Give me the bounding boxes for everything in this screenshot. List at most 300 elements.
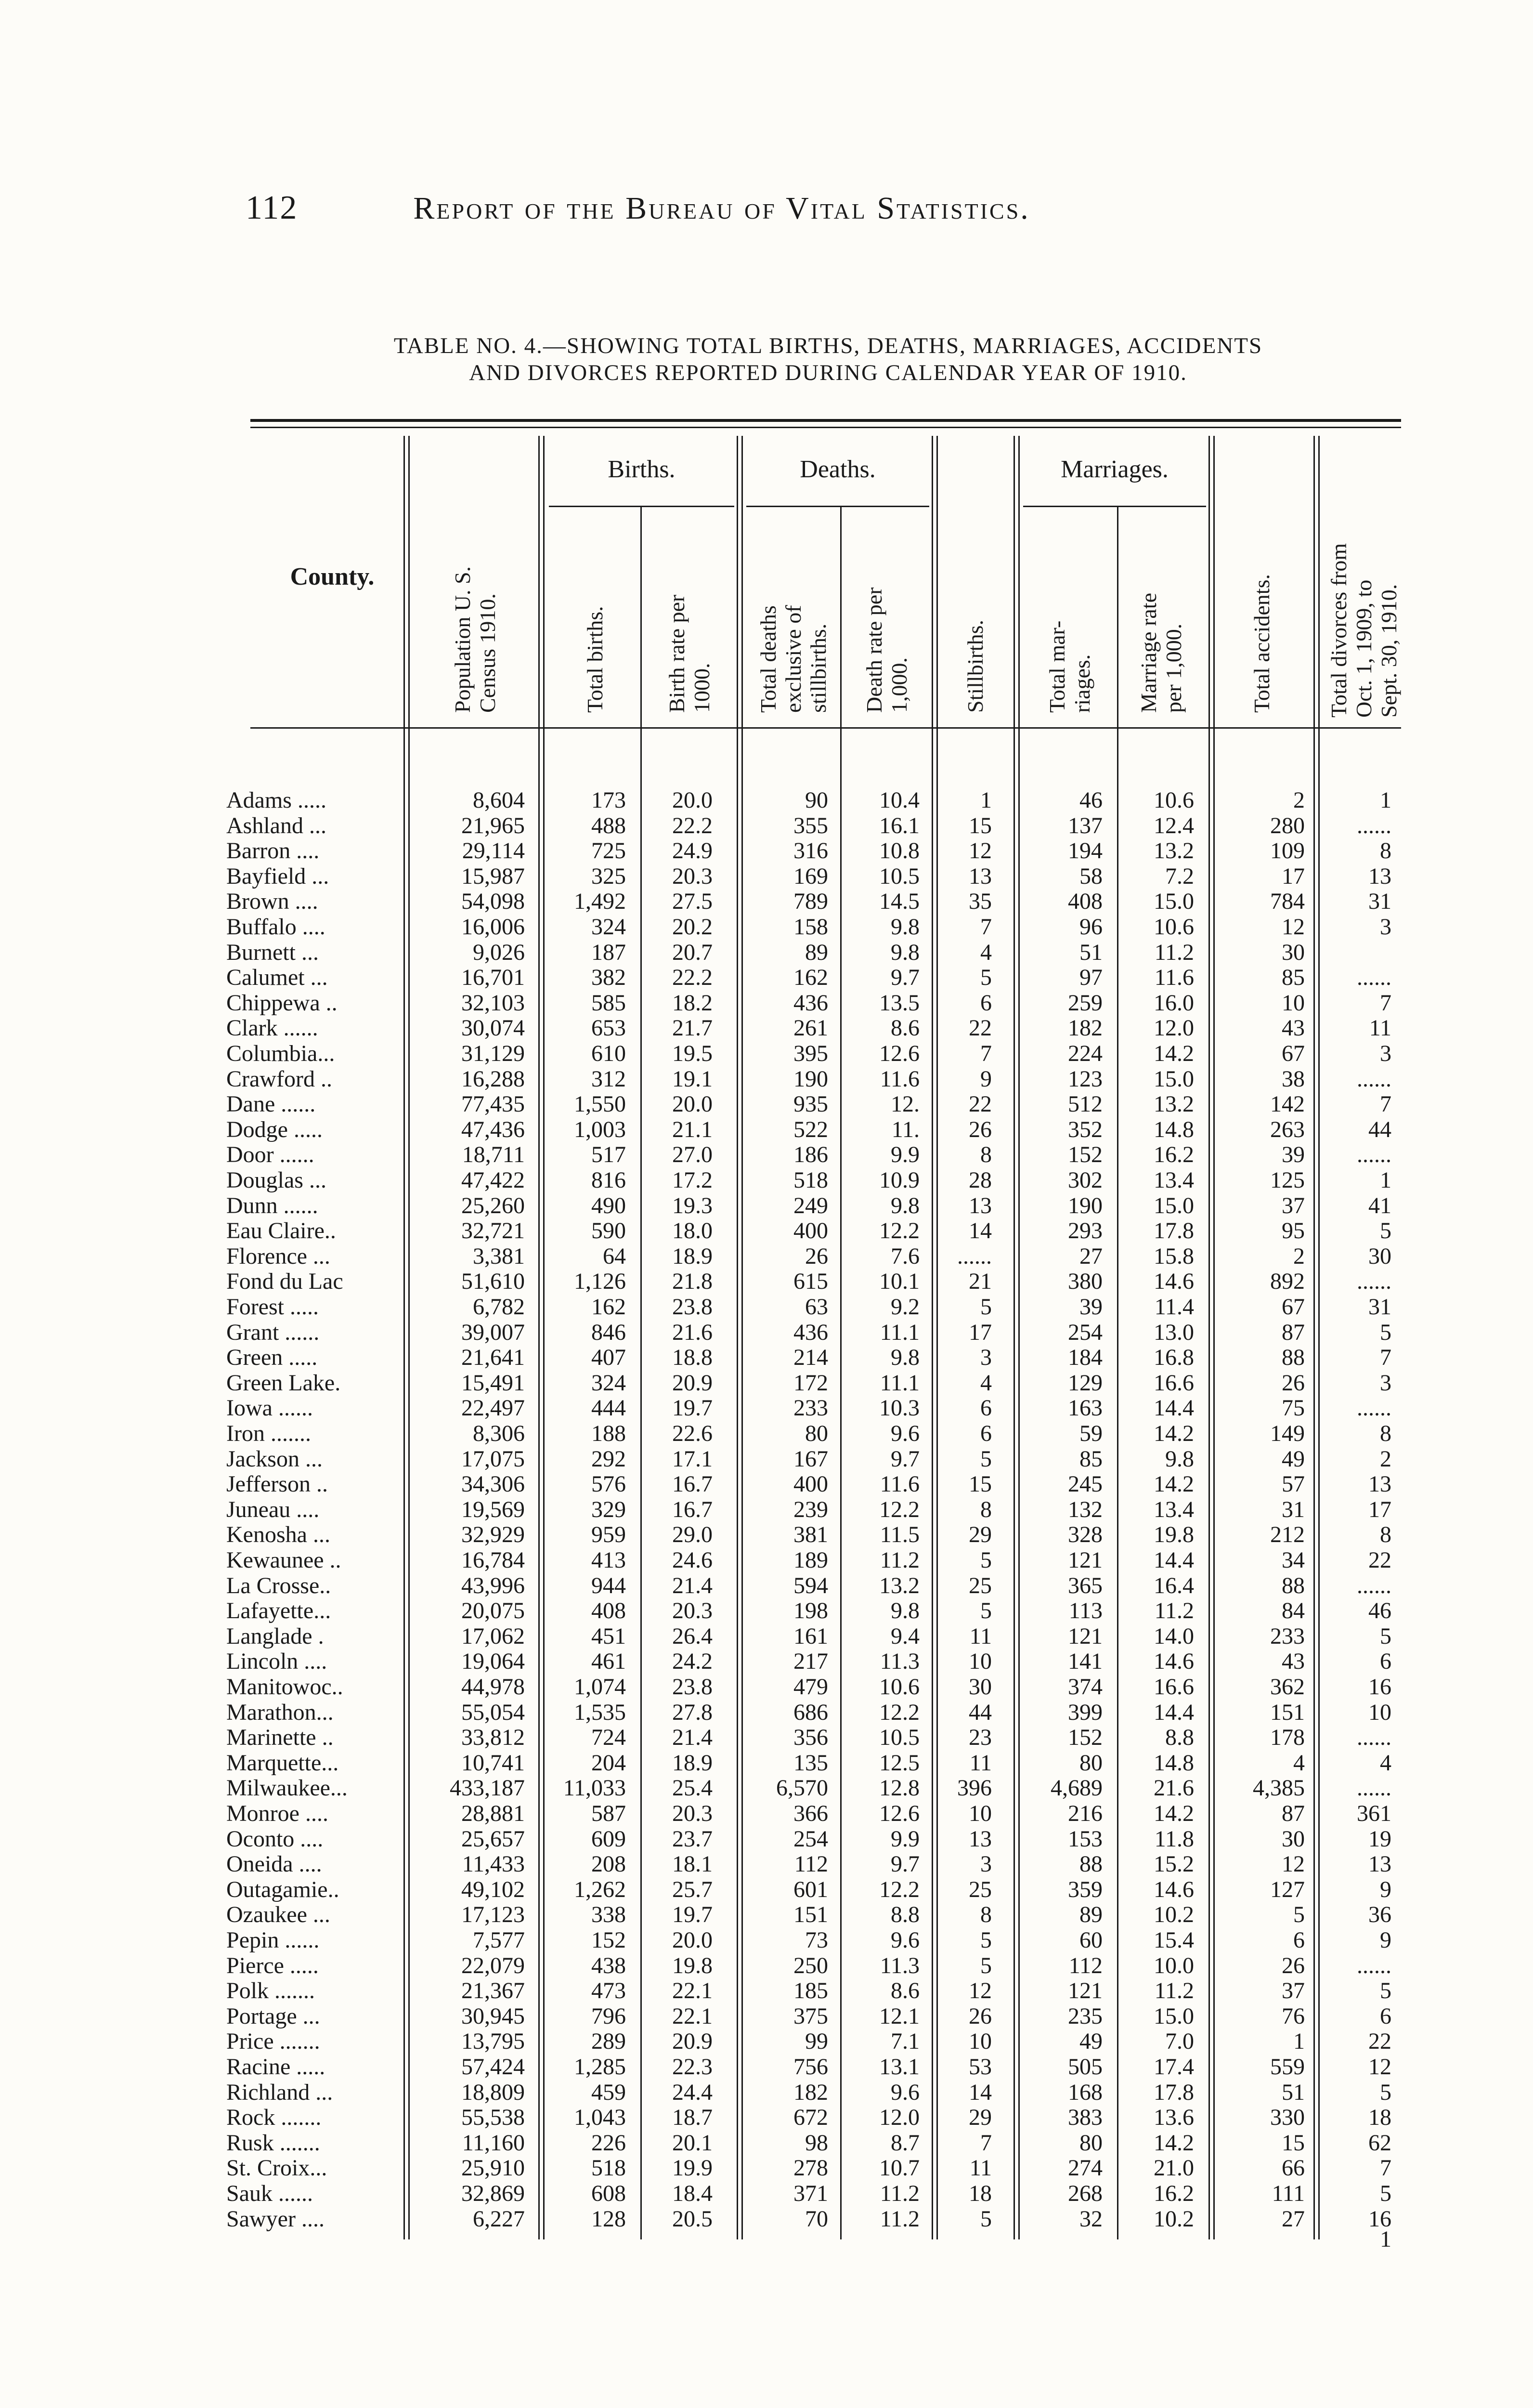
accidents-cell: 30 [1282, 940, 1305, 965]
divorces-cell: 361 [1357, 1801, 1391, 1826]
death-rate-cell: 11.5 [880, 1522, 920, 1547]
marriage-rate-cell: 14.4 [1154, 1395, 1194, 1421]
deaths-cell: 70 [805, 2206, 828, 2232]
marriages-cell: 113 [1068, 1598, 1103, 1623]
birth-rate-cell: 20.9 [672, 2028, 713, 2054]
county-cell: Kenosha ... [226, 1522, 330, 1547]
marriages-cell: 224 [1068, 1041, 1103, 1066]
death-rate-cell: 16.1 [879, 813, 920, 838]
population-cell: 25,260 [461, 1193, 525, 1218]
population-cell: 18,809 [461, 2080, 525, 2105]
table-row [0, 1623, 1533, 1649]
birth-rate-cell: 19.7 [672, 1902, 713, 1927]
births-cell: 382 [591, 965, 626, 990]
table-row [0, 1801, 1533, 1826]
deaths-cell: 6,570 [776, 1775, 828, 1801]
birth-rate-column-header: Birth rate per 1000. [664, 594, 714, 713]
deaths-cell: 756 [793, 2054, 828, 2080]
stillbirths-cell: 30 [969, 1674, 992, 1700]
birth-rate-cell: 19.7 [672, 1395, 713, 1421]
deaths-cell: 381 [793, 1522, 828, 1547]
accidents-cell: 87 [1282, 1801, 1305, 1826]
county-cell: Eau Claire.. [226, 1218, 336, 1243]
marriage-rate-cell: 11.8 [1154, 1826, 1194, 1852]
stillbirths-cell: 13 [969, 864, 992, 889]
accidents-cell: 43 [1282, 1649, 1305, 1674]
divorces-cell: 7 [1380, 2155, 1391, 2181]
births-cell: 204 [591, 1750, 626, 1776]
death-rate-cell: 8.7 [891, 2130, 920, 2156]
population-cell: 47,436 [461, 1117, 525, 1142]
marriage-rate-cell: 21.0 [1154, 2155, 1194, 2181]
divorces-cell: 5 [1380, 2080, 1391, 2105]
marriage-rate-cell: 16.2 [1154, 2181, 1194, 2206]
accidents-cell: 2 [1293, 787, 1305, 813]
county-cell: Portage ... [226, 2003, 320, 2029]
marriage-rate-cell: 12.4 [1154, 813, 1194, 838]
births-cell: 438 [591, 1953, 626, 1978]
accidents-cell: 2 [1293, 1243, 1305, 1269]
table-row [0, 1243, 1533, 1269]
county-cell: Grant ...... [226, 1320, 320, 1345]
births-cell: 653 [591, 1015, 626, 1041]
births-cell: 796 [591, 2003, 626, 2029]
population-cell: 20,075 [461, 1598, 525, 1623]
marriages-cell: 399 [1068, 1700, 1103, 1725]
accidents-cell: 149 [1270, 1421, 1305, 1446]
accidents-cell: 76 [1282, 2003, 1305, 2029]
births-cell: 1,262 [574, 1877, 626, 1902]
marriages-cell: 184 [1068, 1345, 1103, 1370]
stillbirths-cell: 22 [969, 1091, 992, 1117]
accidents-cell: 12 [1282, 914, 1305, 940]
birth-rate-cell: 20.9 [672, 1370, 713, 1396]
death-rate-cell: 12.0 [879, 2105, 920, 2130]
accidents-cell: 95 [1282, 1218, 1305, 1243]
marriage-rate-cell: 15.4 [1154, 1927, 1194, 1953]
accidents-cell: 178 [1270, 1725, 1305, 1750]
birth-rate-cell: 24.9 [672, 838, 713, 864]
stillbirths-cell: 12 [969, 838, 992, 864]
table-row [0, 940, 1533, 965]
table-row [0, 965, 1533, 990]
deaths-cell: 672 [793, 2105, 828, 2130]
accidents-cell: 330 [1270, 2105, 1305, 2130]
births-cell: 518 [591, 2155, 626, 2181]
births-cell: 959 [591, 1522, 626, 1547]
table-row [0, 1041, 1533, 1066]
birth-rate-cell: 21.8 [672, 1269, 713, 1294]
death-rate-cell: 10.5 [879, 1725, 920, 1750]
birth-rate-cell: 22.2 [672, 813, 713, 838]
marriages-cell: 152 [1068, 1725, 1103, 1750]
births-cell: 473 [591, 1978, 626, 2003]
marriage-rate-cell: 11.2 [1154, 940, 1194, 965]
accidents-cell: 17 [1282, 864, 1305, 889]
table-row [0, 1066, 1533, 1092]
death-rate-cell: 11.2 [880, 2206, 920, 2232]
accidents-cell: 109 [1270, 838, 1305, 864]
population-cell: 19,569 [461, 1497, 525, 1522]
population-cell: 13,795 [461, 2028, 525, 2054]
county-cell: Clark ...... [226, 1015, 318, 1041]
marriage-rate-cell: 10.6 [1154, 914, 1194, 940]
county-cell: Iowa ...... [226, 1395, 313, 1421]
population-cell: 10,741 [461, 1750, 525, 1776]
county-cell: Racine ..... [226, 2054, 325, 2080]
population-cell: 18,711 [462, 1142, 525, 1167]
marriage-rate-cell: 14.2 [1154, 1041, 1194, 1066]
population-cell: 11,160 [462, 2130, 525, 2156]
county-cell: Marathon... [226, 1700, 334, 1725]
death-rate-cell: 10.6 [879, 1674, 920, 1700]
population-cell: 32,929 [461, 1522, 525, 1547]
population-cell: 16,701 [461, 965, 525, 990]
accidents-cell: 27 [1282, 2206, 1305, 2232]
stillbirths-cell: 10 [969, 1649, 992, 1674]
table-row [0, 1320, 1533, 1345]
marriage-rate-cell: 10.2 [1154, 1902, 1194, 1927]
stillbirths-cell: 3 [980, 1345, 992, 1370]
divorces-cell: 16 [1368, 2206, 1391, 2232]
deaths-cell: 479 [793, 1674, 828, 1700]
population-cell: 21,367 [461, 1978, 525, 2003]
county-cell: Manitowoc.. [226, 1674, 343, 1700]
stillbirths-cell: 5 [980, 1294, 992, 1320]
birth-rate-cell: 20.1 [672, 2130, 713, 2156]
deaths-cell: 371 [793, 2181, 828, 2206]
marriage-rate-cell: 14.8 [1154, 1750, 1194, 1776]
divorces-cell: 7 [1380, 990, 1391, 1016]
stillbirths-cell: 18 [969, 2181, 992, 2206]
divorces-cell: 5 [1380, 1978, 1391, 2003]
county-cell: Columbia... [226, 1041, 335, 1066]
marriage-rate-cell: 13.2 [1154, 1091, 1194, 1117]
county-cell: Oconto .... [226, 1826, 324, 1852]
accidents-cell: 26 [1282, 1370, 1305, 1396]
running-title: Report of the Bureau of Vital Statistics. [413, 191, 1030, 226]
divorces-cell: 10 [1368, 1700, 1391, 1725]
population-cell: 8,306 [473, 1421, 525, 1446]
birth-rate-cell: 21.4 [672, 1725, 713, 1750]
marriages-group-header: Marriages. [1061, 456, 1169, 483]
death-rate-cell: 9.9 [891, 1826, 920, 1852]
deaths-cell: 89 [805, 940, 828, 965]
divorces-cell: 16 [1368, 1674, 1391, 1700]
marriages-cell: 374 [1068, 1674, 1103, 1700]
death-rate-cell: 12.2 [879, 1497, 920, 1522]
table-row [0, 2130, 1533, 2156]
stillbirths-cell: 29 [969, 1522, 992, 1547]
marriage-rate-cell: 14.0 [1154, 1623, 1194, 1649]
marriage-rate-column-header: Marriage rate per 1,000. [1136, 592, 1186, 713]
birth-rate-cell: 20.3 [672, 1801, 713, 1826]
stillbirths-cell: 29 [969, 2105, 992, 2130]
marriages-cell: 60 [1079, 1927, 1103, 1953]
marriages-cell: 168 [1068, 2080, 1103, 2105]
marriage-rate-cell: 15.0 [1154, 1066, 1194, 1092]
marriages-cell: 4,689 [1051, 1775, 1103, 1801]
deaths-cell: 158 [793, 914, 828, 940]
accidents-cell: 4 [1293, 1750, 1305, 1776]
birth-rate-cell: 21.7 [672, 1015, 713, 1041]
population-cell: 39,007 [461, 1320, 525, 1345]
death-rate-cell: 8.6 [891, 1015, 920, 1041]
table-row [0, 2054, 1533, 2080]
marriages-cell: 141 [1068, 1649, 1103, 1674]
accidents-cell: 43 [1282, 1015, 1305, 1041]
marriages-cell: 59 [1079, 1421, 1103, 1446]
county-cell: Door ...... [226, 1142, 314, 1167]
death-rate-cell: 9.7 [891, 1446, 920, 1472]
divorces-cell: 31 [1368, 889, 1391, 914]
stillbirths-cell: 7 [980, 1041, 992, 1066]
population-column-header: Population U. S. Census 1910. [450, 566, 500, 713]
deaths-cell: 112 [794, 1851, 828, 1877]
county-cell: Jefferson .. [226, 1471, 328, 1497]
birth-rate-cell: 19.1 [672, 1066, 713, 1092]
divorces-cell: ...... [1357, 1066, 1391, 1092]
marriage-rate-cell: 10.6 [1154, 787, 1194, 813]
table-row [0, 1497, 1533, 1522]
deaths-cell: 185 [793, 1978, 828, 2003]
marriage-rate-cell: 17.8 [1154, 1218, 1194, 1243]
table-row [0, 1573, 1533, 1598]
divorces-cell: 17 [1368, 1497, 1391, 1522]
county-cell: Jackson ... [226, 1446, 323, 1472]
county-cell: Outagamie.. [226, 1877, 339, 1902]
births-group-header: Births. [608, 456, 676, 483]
birth-rate-cell: 18.0 [672, 1218, 713, 1243]
deaths-cell: 161 [793, 1623, 828, 1649]
accidents-cell: 892 [1270, 1269, 1305, 1294]
table-row [0, 889, 1533, 914]
marriage-rate-cell: 14.2 [1154, 1801, 1194, 1826]
marriages-cell: 85 [1079, 1446, 1103, 1472]
county-cell: Lafayette... [226, 1598, 331, 1623]
divorces-cell: 3 [1380, 1041, 1391, 1066]
county-cell: Dane ...... [226, 1091, 316, 1117]
birth-rate-cell: 20.0 [672, 787, 713, 813]
divorces-cell: 8 [1380, 1522, 1391, 1547]
births-cell: 451 [591, 1623, 626, 1649]
table-row [0, 1750, 1533, 1776]
county-cell: Florence ... [226, 1243, 330, 1269]
births-cell: 338 [591, 1902, 626, 1927]
county-cell: Dunn ...... [226, 1193, 318, 1218]
accidents-cell: 67 [1282, 1294, 1305, 1320]
marriages-cell: 80 [1079, 2130, 1103, 2156]
births-cell: 816 [591, 1167, 626, 1193]
divorces-cell: 41 [1368, 1193, 1391, 1218]
death-rate-cell: 11.6 [880, 1471, 920, 1497]
marriages-cell: 49 [1079, 2028, 1103, 2054]
table-row [0, 1193, 1533, 1218]
deaths-cell: 63 [805, 1294, 828, 1320]
county-cell: Buffalo .... [226, 914, 325, 940]
marriage-rate-cell: 15.0 [1154, 2003, 1194, 2029]
marriages-cell: 380 [1068, 1269, 1103, 1294]
table-row [0, 2226, 1533, 2252]
birth-rate-cell: 23.8 [672, 1674, 713, 1700]
marriage-rate-cell: 15.0 [1154, 1193, 1194, 1218]
death-rate-cell: 9.6 [891, 2080, 920, 2105]
births-cell: 292 [591, 1446, 626, 1472]
death-rate-cell: 11.2 [880, 1547, 920, 1573]
births-cell: 610 [591, 1041, 626, 1066]
population-cell: 19,064 [461, 1649, 525, 1674]
deaths-cell: 789 [793, 889, 828, 914]
births-cell: 1,074 [574, 1674, 626, 1700]
accidents-cell: 10 [1282, 990, 1305, 1016]
divorces-cell: ...... [1357, 1775, 1391, 1801]
divorces-cell: 2 [1380, 1446, 1391, 1472]
population-cell: 29,114 [462, 838, 525, 864]
county-cell: Langlade . [226, 1623, 324, 1649]
marriage-rate-cell: 17.8 [1154, 2080, 1194, 2105]
marriages-cell: 89 [1079, 1902, 1103, 1927]
accidents-cell: 280 [1270, 813, 1305, 838]
population-cell: 55,054 [461, 1700, 525, 1725]
page-header [246, 189, 1305, 242]
deaths-cell: 355 [793, 813, 828, 838]
table-row [0, 1775, 1533, 1801]
county-cell: Juneau .... [226, 1497, 320, 1522]
deaths-cell: 99 [805, 2028, 828, 2054]
top-rule [250, 419, 1401, 422]
birth-rate-cell: 18.9 [672, 1243, 713, 1269]
stillbirths-cell: 21 [969, 1269, 992, 1294]
county-cell: Green ..... [226, 1345, 318, 1370]
death-rate-cell: 12.6 [879, 1801, 920, 1826]
marriages-cell: 182 [1068, 1015, 1103, 1041]
deaths-cell: 522 [793, 1117, 828, 1142]
stillbirths-cell: 6 [980, 1421, 992, 1446]
divorces-cell: 19 [1368, 1826, 1391, 1852]
marriages-cell: 359 [1068, 1877, 1103, 1902]
birth-rate-cell: 18.7 [672, 2105, 713, 2130]
table-row [0, 2105, 1533, 2130]
stillbirths-cell: 26 [969, 2003, 992, 2029]
accidents-cell: 88 [1282, 1573, 1305, 1598]
county-cell: Chippewa .. [226, 990, 338, 1016]
birth-rate-cell: 21.6 [672, 1320, 713, 1345]
birth-rate-cell: 23.8 [672, 1294, 713, 1320]
marriages-cell: 254 [1068, 1320, 1103, 1345]
marriage-rate-cell: 15.2 [1154, 1851, 1194, 1877]
death-rate-cell: 12.2 [879, 1218, 920, 1243]
county-cell: Price ....... [226, 2028, 320, 2054]
divorces-cell: 8 [1380, 838, 1391, 864]
marriage-rate-cell: 11.2 [1154, 1598, 1194, 1623]
marriages-cell: 190 [1068, 1193, 1103, 1218]
marriages-cell: 383 [1068, 2105, 1103, 2130]
population-cell: 17,075 [461, 1446, 525, 1472]
accidents-cell: 6 [1293, 1927, 1305, 1953]
death-rate-cell: 12.2 [879, 1700, 920, 1725]
table-row [0, 2155, 1533, 2181]
births-cell: 325 [591, 864, 626, 889]
death-rate-cell: 13.1 [879, 2054, 920, 2080]
stillbirths-cell: 10 [969, 1801, 992, 1826]
marriage-rate-cell: 14.2 [1154, 1421, 1194, 1446]
deaths-cell: 436 [793, 990, 828, 1016]
marriages-cell: 121 [1068, 1547, 1103, 1573]
death-rate-cell: 9.8 [891, 940, 920, 965]
deaths-cell: 518 [793, 1167, 828, 1193]
table-row [0, 1978, 1533, 2003]
table-row [0, 838, 1533, 864]
county-cell: Sawyer .... [226, 2206, 325, 2232]
table-row [0, 2028, 1533, 2054]
marriages-cell: 352 [1068, 1117, 1103, 1142]
accidents-cell: 66 [1282, 2155, 1305, 2181]
table-row [0, 1725, 1533, 1750]
marriages-cell: 274 [1068, 2155, 1103, 2181]
population-cell: 34,306 [461, 1471, 525, 1497]
top-rule-thin [250, 427, 1401, 428]
stillbirths-column-header: Stillbirths. [963, 620, 987, 713]
divorces-column-header: Total divorces from Oct. 1, 1909, to Sept. 30, 1910. [1326, 543, 1401, 718]
death-rate-cell: 9.8 [891, 914, 920, 940]
marriage-rate-cell: 12.0 [1154, 1015, 1194, 1041]
stillbirths-cell: 5 [980, 2206, 992, 2232]
deaths-cell: 98 [805, 2130, 828, 2156]
deaths-cell: 250 [793, 1953, 828, 1978]
births-cell: 324 [591, 914, 626, 940]
accidents-cell: 263 [1270, 1117, 1305, 1142]
births-cell: 1,535 [574, 1700, 626, 1725]
births-cell: 1,043 [574, 2105, 626, 2130]
population-cell: 22,497 [461, 1395, 525, 1421]
table-row [0, 1015, 1533, 1041]
stillbirths-cell: 11 [969, 1750, 992, 1776]
county-cell: Green Lake. [226, 1370, 341, 1396]
marriages-cell: 153 [1068, 1826, 1103, 1852]
stillbirths-cell: 11 [969, 1623, 992, 1649]
deaths-cell: 366 [793, 1801, 828, 1826]
divorces-cell: 4 [1380, 1750, 1391, 1776]
population-cell: 31,129 [461, 1041, 525, 1066]
population-cell: 15,987 [461, 864, 525, 889]
table-row [0, 1395, 1533, 1421]
accidents-cell: 559 [1270, 2054, 1305, 2080]
divorces-cell: 46 [1368, 1598, 1391, 1623]
table-row [0, 1649, 1533, 1674]
birth-rate-cell: 25.7 [672, 1877, 713, 1902]
stillbirths-cell: 8 [980, 1497, 992, 1522]
accidents-cell: 12 [1282, 1851, 1305, 1877]
county-cell: St. Croix... [226, 2155, 327, 2181]
table-row [0, 1700, 1533, 1725]
deaths-cell: 162 [793, 965, 828, 990]
deaths-cell: 278 [793, 2155, 828, 2181]
accidents-cell: 85 [1282, 965, 1305, 990]
death-rate-cell: 10.3 [879, 1395, 920, 1421]
accidents-cell: 51 [1282, 2080, 1305, 2105]
births-cell: 208 [591, 1851, 626, 1877]
death-rate-cell: 9.6 [891, 1927, 920, 1953]
accidents-cell: 37 [1282, 1978, 1305, 2003]
county-cell: Iron ....... [226, 1421, 311, 1446]
divorces-cell: 31 [1368, 1294, 1391, 1320]
accidents-cell: 38 [1282, 1066, 1305, 1092]
population-cell: 54,098 [461, 889, 525, 914]
deaths-cell: 198 [793, 1598, 828, 1623]
deaths-cell: 400 [793, 1471, 828, 1497]
deaths-cell: 80 [805, 1421, 828, 1446]
stillbirths-cell: 5 [980, 965, 992, 990]
